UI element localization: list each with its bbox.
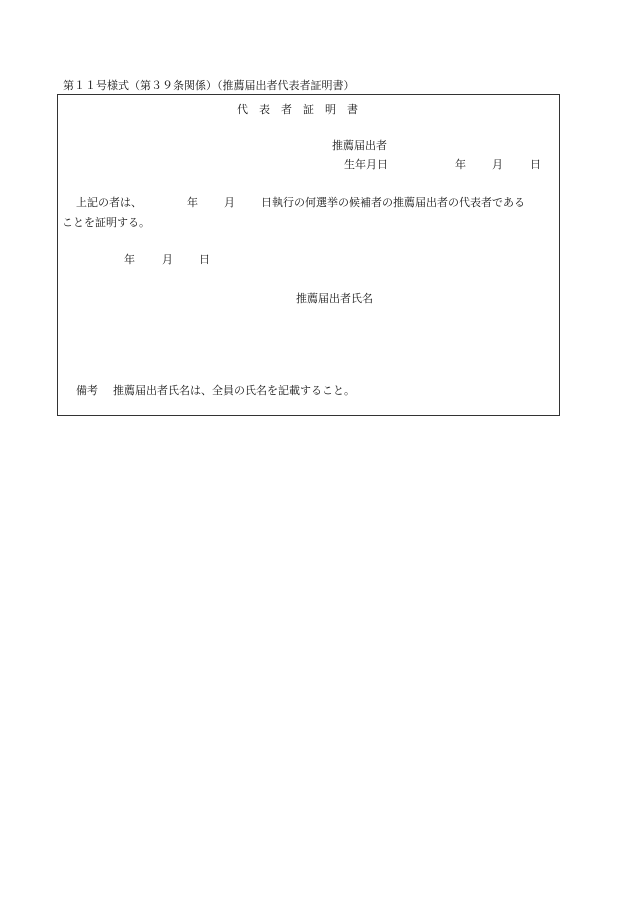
form-number-heading: 第１１号様式（第３９条関係）（推薦届出者代表者証明書） bbox=[63, 79, 355, 92]
signature-label: 推薦届出者氏名 bbox=[296, 292, 373, 305]
body-intro: 上記の者は、 bbox=[76, 196, 142, 209]
birth-date-day: 日 bbox=[530, 158, 541, 171]
nominator-label: 推薦届出者 bbox=[332, 139, 387, 152]
date-year: 年 bbox=[124, 253, 135, 266]
birth-date-label: 生年月日 bbox=[344, 158, 388, 171]
birth-date-year: 年 bbox=[455, 158, 466, 171]
certificate-body-line-2: ことを証明する。 bbox=[62, 216, 150, 229]
remarks-text: 推薦届出者氏名は、全員の氏名を記載すること。 bbox=[113, 384, 355, 397]
remarks-label: 備考 bbox=[76, 384, 98, 397]
body-month: 月 bbox=[224, 196, 235, 209]
certificate-frame bbox=[57, 94, 560, 416]
body-continuation: 日執行の何選挙の候補者の推薦届出者の代表者である bbox=[261, 196, 525, 209]
birth-date-month: 月 bbox=[492, 158, 503, 171]
document-title: 代表者証明書 bbox=[237, 103, 369, 116]
date-day: 日 bbox=[199, 253, 210, 266]
body-year: 年 bbox=[187, 196, 198, 209]
date-month: 月 bbox=[162, 253, 173, 266]
